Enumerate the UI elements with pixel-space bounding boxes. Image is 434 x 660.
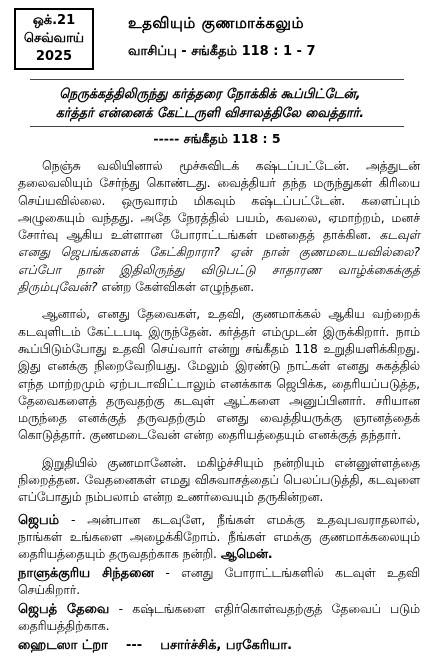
paragraph-2: ஆனால், எனது தேவைகள், உதவி, குணமாக்கல் ஆகிய வற்றைக் கடவுளிடம் கேட்டபடி இருந்தேன். கர்த்தர் எம்முடன் இருக்கிறார். நாம் கூப்பிடும்போது உதவி செய்வார் என்று சங்கீதம் 118 உறுதியளிக்கிறது. இது எனக்கு நிறைவேறியது. மேலும் இரண்டு நாட்கள் எனது சுகத்தில் எந்த மாற்றமும் ஏற்படாவிட்டாலும் எனக்காக ஜெபிக்க, தைரியப்படுத்த, தேவைகளைத் தருவதற்கு கடவுள் ஆட்களை அனுப்பினார். சரியான மருந்தை எனக்குத் தருவதற்கும் எனது வைத்தியருக்கு ஞானத்தைக் கொடுத்தார். குணமடைவேன் என்ற தைரியத்தையும் எனக்குத் தந்தார். bbox=[18, 307, 420, 443]
devotional-footer bbox=[18, 512, 420, 656]
prayer-text: - அன்பான கடவுளே, நீங்கள் எமக்கு உதவுபவராதலால், நாங்கள் உங்களை அழைக்கிறோம். நீங்கள் எமக்கு குணமாக்கலையும் தைரியத்தையும் தருவதற்காக நன்றி. bbox=[18, 513, 420, 561]
prayer bbox=[18, 512, 420, 563]
top-divider bbox=[30, 79, 404, 80]
date-weekday: செவ்வாய் bbox=[23, 31, 85, 46]
signature-separator: --- bbox=[125, 638, 143, 653]
daily-thought-label: நாளுக்குரிய சிந்தனை bbox=[18, 566, 155, 581]
author-signature bbox=[18, 637, 420, 654]
devotional-body bbox=[18, 158, 420, 517]
date-month-day: ஒக்.21 bbox=[32, 13, 76, 28]
prayer-need-label: ஜெபத் தேவை bbox=[18, 602, 110, 617]
verse-reference: ----- சங்கீதம் 118 : 5 bbox=[153, 131, 281, 146]
prayer-label: ஜெபம் bbox=[18, 513, 60, 528]
date-box bbox=[14, 8, 94, 70]
daily-thought-text: - எனது போராட்டங்களில் கடவுள் உதவி செய்கிறார். bbox=[18, 566, 420, 597]
amen: ஆமென். bbox=[220, 547, 273, 561]
verse-divider bbox=[30, 126, 404, 127]
author-location: பசார்ச்சிக், பரகேரியா. bbox=[160, 638, 293, 653]
page-title: உதவியும் குணமாக்கலும் bbox=[128, 14, 305, 32]
daily-thought bbox=[18, 565, 420, 599]
key-verse-line-1: நெருக்கத்திலிருந்து கர்த்தரை நோக்கிக் கூப்பிட்டேன், bbox=[59, 87, 361, 102]
key-verse-line-2: கர்த்தர் என்னைக் கேட்டருளி விசாலத்திலே வைத்தார். bbox=[55, 106, 365, 121]
prayer-need-text: - கஷ்டங்களை எதிர்கொள்வதற்குத் தேவைப் படும் தைரியத்திற்காக. bbox=[18, 602, 420, 633]
paragraph-1 bbox=[18, 158, 420, 296]
reading-reference: வாசிப்பு - சங்கீதம் 118 : 1 - 7 bbox=[128, 44, 316, 59]
key-verse bbox=[16, 85, 404, 123]
paragraph-3: இறுதியில் குணமானேன். மகிழ்ச்சியும் நன்றியும் என்னுள்ளத்தை நிறைத்தன. வேதனைகள் எமது விசுவாசத்தைப் பெலப்படுத்தி, கடவுளை எப்போதும் நம்பலாம் என்ற உணர்வையும் தருகின்றன. bbox=[18, 455, 420, 505]
paragraph-1-end: என்ற கேள்விகள் எழுந்தன. bbox=[97, 280, 255, 295]
prayer-need bbox=[18, 601, 420, 635]
date-year: 2025 bbox=[35, 49, 73, 64]
paragraph-1-questions: கடவுள் எனது ஜெபங்களைக் கேட்கிறாரா? ஏன் நான் குணமடையவில்லை? எப்போ நான் இதிலிருந்து விடுபட்டு சாதாரண வாழ்க்கைக்குத் திரும்புவேன்? bbox=[18, 228, 420, 295]
paragraph-1-text: நெஞ்சு வலியினால் மூச்சுவிடக் கஷ்டப்பட்டேன். அத்துடன் தலைவலியும் சேர்ந்து கொண்டது. வைத்தியர் தந்த மருந்துகள் கிரியை செய்யவில்லை. ஒருவாரம் மிகவும் கஷ்டப்பட்டேன். களைப்பும் அழுகையும் வந்தது. அதே நேரத்தில் பயம், கவலை, ஏமாற்றம், மனச் சோர்வு ஆகிய உள்ளான போராட்டங்கள் மனதைத் தாக்கின. bbox=[18, 159, 420, 243]
author-name: ஹைடஸா ட்றா bbox=[18, 638, 108, 653]
